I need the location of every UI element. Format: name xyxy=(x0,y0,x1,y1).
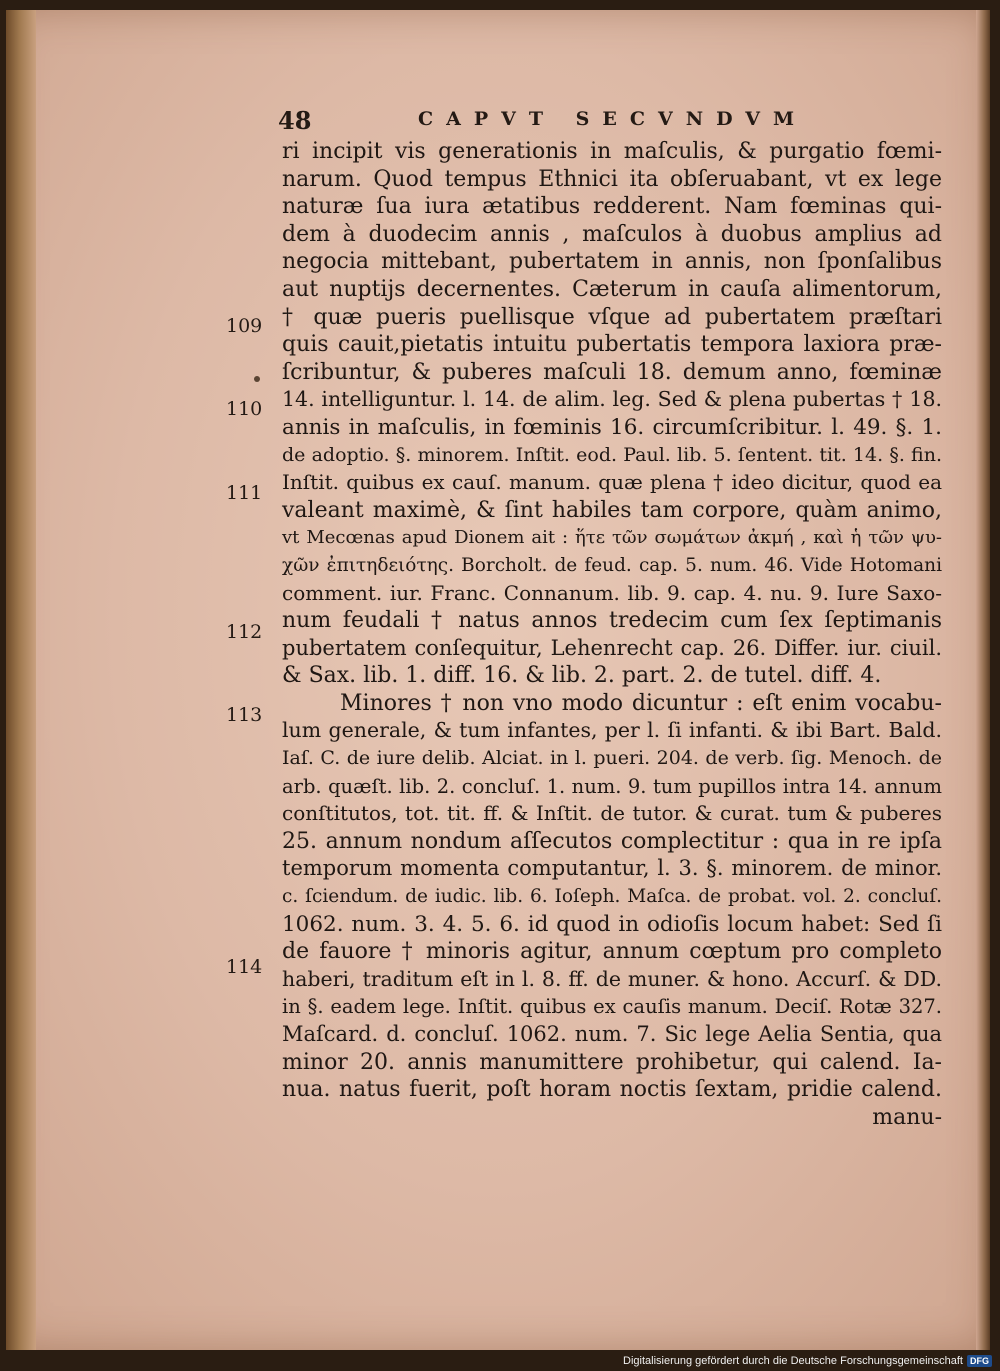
text-line: 14. intelliguntur. l. 14. de alim. leg. Sed & plena pubertas † 18. xyxy=(282,387,942,412)
book-spine xyxy=(6,10,36,1350)
text-line: Minores † non vno modo dicuntur : eſt enim vocabu- xyxy=(340,690,942,716)
page-edge xyxy=(976,10,990,1350)
margin-number: 110 xyxy=(226,398,263,420)
dfg-logo: DFG xyxy=(967,1355,992,1367)
text-line: naturæ ſua iura ætatibus redderent. Nam fœminas qui- xyxy=(282,194,942,220)
body-text xyxy=(282,138,942,1131)
text-line: 1062. num. 3. 4. 5. 6. id quod in odioſis locum habet: Sed ſi xyxy=(282,911,942,937)
text-line: annis in maſculis, in fœminis 16. circumſcribitur. l. 49. §. 1. xyxy=(282,414,942,440)
text-line: in §. eadem lege. Inſtit. quibus ex cauſis manum. Deciſ. Rotæ 327. xyxy=(282,995,942,1019)
text-line: lum generale, & tum infantes, per l. ſi infanti. & ibi Bart. Bald. xyxy=(282,718,942,743)
text-line: minor 20. annis manumittere prohibetur, qui calend. Ia- xyxy=(282,1049,942,1075)
footer-text: Digitalisierung gefördert durch die Deutsche Forschungsgemeinschaft xyxy=(623,1355,963,1367)
margin-number: 114 xyxy=(226,956,263,978)
text-line: vt Mecœnas apud Dionem ait : ἥτε τῶν σωμάτων ἀκμή , καὶ ἡ τῶν ψυ- xyxy=(282,527,942,549)
text-line: valeant maximè, & ſint habiles tam corpore, quàm animo, xyxy=(282,497,942,523)
text-line: Iaſ. C. de iure delib. Alciat. in l. pueri. 204. de verb. ſig. Menoch. de xyxy=(282,747,942,770)
margin-number: 111 xyxy=(226,482,263,504)
text-line: pubertatem conſequitur, Lehenrecht cap. 26. Differ. iur. ciuil. xyxy=(282,635,942,660)
margin-number: 109 xyxy=(226,315,263,337)
page-number: 48 xyxy=(278,106,312,135)
text-line: χῶν ἐπιτηδειότης. Borcholt. de feud. cap. 5. num. 46. Vide Hotomani xyxy=(282,554,942,576)
running-head: CAPVT SECVNDVM xyxy=(418,108,807,130)
text-line: aut nuptijs decernentes. Cæterum in cauſa alimentorum, xyxy=(282,276,942,302)
text-line: comment. iur. Franc. Connanum. lib. 9. cap. 4. nu. 9. Iure Saxo- xyxy=(282,580,942,605)
text-line: c. ſciendum. de iudic. lib. 6. Ioſeph. Maſca. de probat. vol. 2. concluſ. xyxy=(282,886,942,908)
text-line: negocia mittebant, pubertatem in annis, non ſponſalibus xyxy=(282,249,942,275)
margin-dot xyxy=(254,376,260,382)
text-line: nua. natus fuerit, poſt horam noctis ſextam, pridie calend. xyxy=(282,1077,942,1103)
text-line: narum. Quod tempus Ethnici ita obſeruabant, vt ex lege xyxy=(282,166,942,192)
text-line: 25. annum nondum aſſecutos complectitur : qua in re ipſa xyxy=(282,828,942,854)
text-line: quis cauit,pietatis intuitu pubertatis tempora laxiora præ- xyxy=(282,332,942,358)
catchword: manu- xyxy=(872,1104,942,1130)
page-header xyxy=(268,100,938,136)
text-line: temporum momenta computantur, l. 3. §. minorem. de minor. xyxy=(282,856,942,881)
margin-number: 112 xyxy=(226,621,263,643)
text-line: arb. quæſt. lib. 2. concluſ. 1. num. 9. tum pupillos intra 14. annum xyxy=(282,774,942,798)
text-line: Inſtit. quibus ex cauſ. manum. quæ plena † ideo dicitur, quod ea xyxy=(282,470,942,495)
footer-credit xyxy=(623,1355,992,1367)
text-line: dem à duodecim annis , maſculos à duobus amplius ad xyxy=(282,221,942,247)
margin-number: 113 xyxy=(226,704,263,726)
text-line: de adoptio. §. minorem. Inſtit. eod. Paul. lib. 5. ſentent. tit. 14. §. fin. xyxy=(282,443,942,466)
text-line: ri incipit vis generationis in maſculis, & purgatio fœmi- xyxy=(282,139,942,164)
text-line: conſtitutos, tot. tit. ff. & Inſtit. de tutor. & curat. tum & puberes xyxy=(282,801,942,826)
text-line: num feudali † natus annos tredecim cum ſex ſeptimanis xyxy=(282,608,942,634)
text-line: & Sax. lib. 1. diff. 16. & lib. 2. part. 2. de tutel. diff. 4. xyxy=(282,663,882,689)
text-line: † quæ pueris puellisque vſque ad pubertatem præſtari xyxy=(282,304,942,330)
text-line: haberi, traditum eſt in l. 8. ff. de muner. & hono. Accurſ. & DD. xyxy=(282,966,942,991)
text-line: Maſcard. d. concluſ. 1062. num. 7. Sic lege Aelia Sentia, qua xyxy=(282,1022,942,1046)
text-line: ſcribuntur, & puberes maſculi 18. demum anno, fœminæ xyxy=(282,359,942,385)
text-line: de fauore † minoris agitur, annum cœptum pro completo xyxy=(282,939,942,965)
